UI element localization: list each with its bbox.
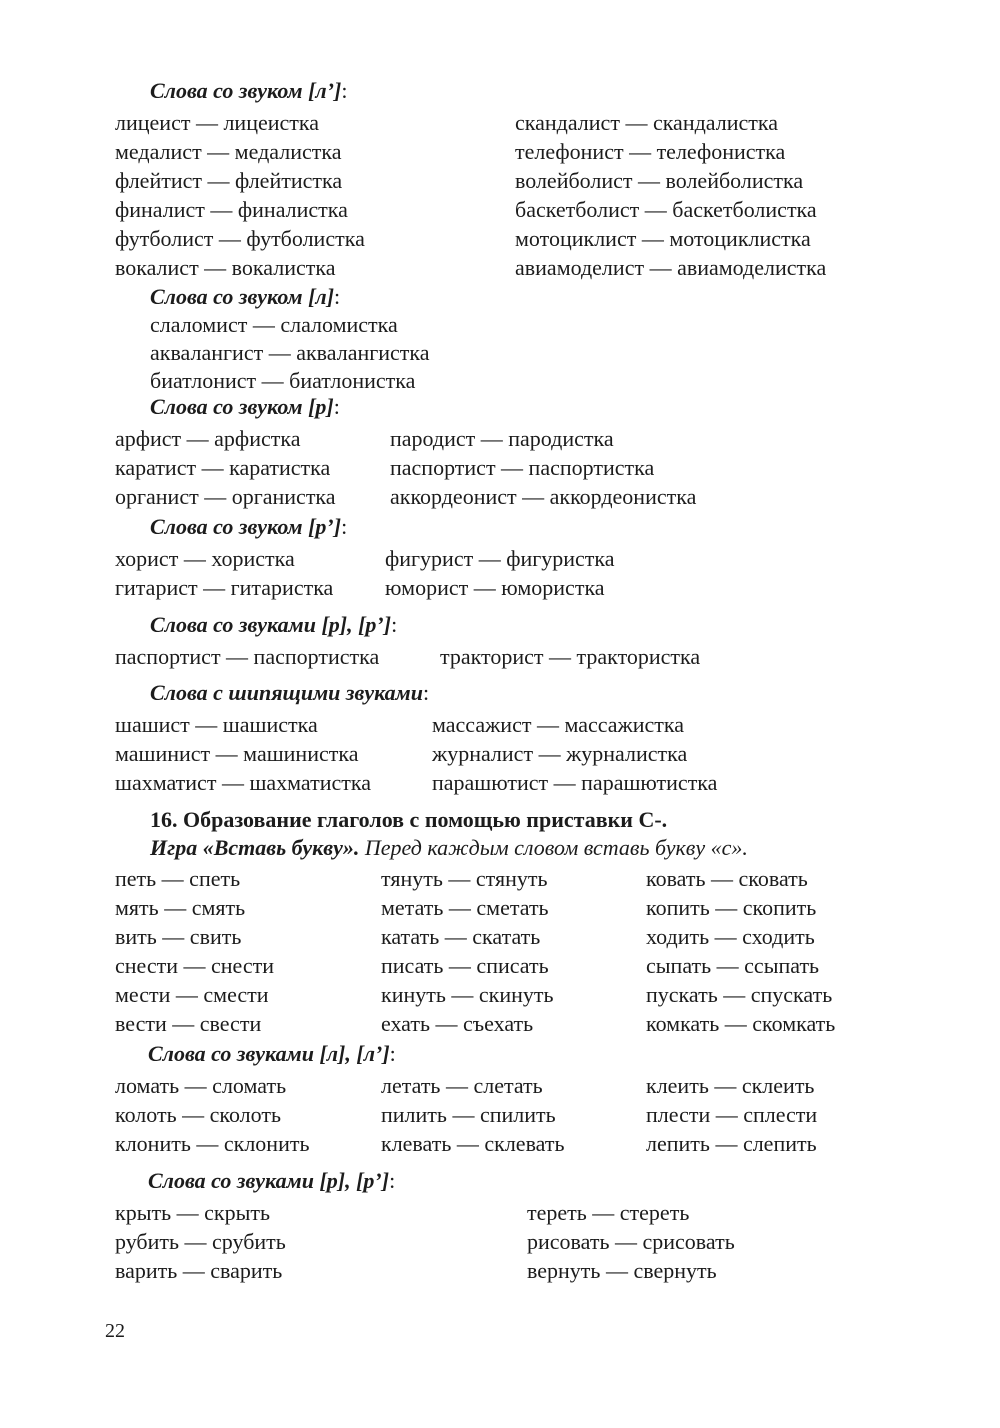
heading-verbs-l: Слова со звуками [л], [л’]: xyxy=(148,1041,396,1066)
word-list-l-soft-col1 xyxy=(115,108,365,282)
word-list-r-both-col1 xyxy=(115,642,379,671)
word-pair: шашист — шашистка xyxy=(115,712,318,737)
word-pair: вокалист — вокалистка xyxy=(115,255,336,280)
word-pair: ходить — сходить xyxy=(646,924,815,949)
word-pair: ломать — сломать xyxy=(115,1073,287,1098)
word-pair: комкать — скомкать xyxy=(646,1011,836,1036)
word-pair: аквалангист — аквалангистка xyxy=(150,340,430,365)
word-pair: волейболист — волейболистка xyxy=(515,168,804,193)
word-pair: паспортист — паспортистка xyxy=(115,644,380,669)
word-list-verbs-l-col2 xyxy=(381,1071,565,1158)
word-pair: аккордеонист — аккордеонистка xyxy=(390,484,697,509)
word-pair: мести — смести xyxy=(115,982,269,1007)
game-instruction xyxy=(150,835,748,861)
word-list-l-hard xyxy=(150,311,430,395)
word-pair: телефонист — телефонистка xyxy=(515,139,786,164)
word-pair: журналист — журналистка xyxy=(432,741,688,766)
word-pair: пилить — спилить xyxy=(381,1102,556,1127)
word-list-verbs-r-col1 xyxy=(115,1198,286,1285)
word-pair: флейтист — флейтистка xyxy=(115,168,343,193)
word-pair: колоть — сколоть xyxy=(115,1102,281,1127)
word-pair: каратист — каратистка xyxy=(115,455,331,480)
word-pair: гитарист — гитаристка xyxy=(115,575,334,600)
word-pair: кинуть — скинуть xyxy=(381,982,554,1007)
word-pair: слаломист — слаломистка xyxy=(150,312,398,337)
word-list-r-soft-col2 xyxy=(385,544,615,602)
word-pair: хорист — хористка xyxy=(115,546,295,571)
word-list-r-hard-col2 xyxy=(390,424,696,511)
word-pair: клевать — склевать xyxy=(381,1131,565,1156)
word-pair: копить — скопить xyxy=(646,895,817,920)
heading-hissing: Слова с шипящими звуками: xyxy=(150,680,430,705)
word-pair: летать — слетать xyxy=(381,1073,543,1098)
word-pair: фигурист — фигуристка xyxy=(385,546,615,571)
word-pair: тракторист — трактористка xyxy=(440,644,701,669)
word-pair: катать — скатать xyxy=(381,924,541,949)
word-list-ex16-col3 xyxy=(646,864,835,1038)
word-pair: метать — сметать xyxy=(381,895,549,920)
word-pair: сыпать — ссыпать xyxy=(646,953,820,978)
word-pair: петь — спеть xyxy=(115,866,241,891)
word-pair: клеить — склеить xyxy=(646,1073,815,1098)
word-pair: варить — сварить xyxy=(115,1258,283,1283)
word-list-r-both-col2 xyxy=(440,642,700,671)
word-pair: медалист — медалистка xyxy=(115,139,342,164)
heading-r-soft: Слова со звуком [р’]: xyxy=(150,514,348,539)
heading-l-hard: Слова со звуком [л]: xyxy=(150,284,341,309)
word-pair: ковать — сковать xyxy=(646,866,808,891)
word-list-r-hard-col1 xyxy=(115,424,336,511)
word-pair: крыть — скрыть xyxy=(115,1200,270,1225)
word-pair: тереть — стереть xyxy=(527,1200,690,1225)
word-pair: пускать — спускать xyxy=(646,982,833,1007)
word-pair: клонить — склонить xyxy=(115,1131,310,1156)
word-pair: авиамоделист — авиамоделистка xyxy=(515,255,827,280)
word-pair: рубить — срубить xyxy=(115,1229,286,1254)
heading-verbs-r: Слова со звуками [р], [р’]: xyxy=(148,1168,396,1193)
word-list-ex16-col1 xyxy=(115,864,274,1038)
heading-l-soft: Слова со звуком [л’]: xyxy=(150,78,348,103)
word-pair: мотоциклист — мотоциклистка xyxy=(515,226,811,251)
word-pair: паспортист — паспортистка xyxy=(390,455,655,480)
word-pair: арфист — арфистка xyxy=(115,426,301,451)
word-pair: биатлонист — биатлонистка xyxy=(150,368,416,393)
exercise-title: 16. Образование глаголов с помощью приставки С-. xyxy=(150,807,668,832)
word-pair: футболист — футболистка xyxy=(115,226,365,251)
word-pair: финалист — финалистка xyxy=(115,197,348,222)
word-pair: лицеист — лицеистка xyxy=(115,110,320,135)
word-pair: рисовать — срисовать xyxy=(527,1229,735,1254)
word-pair: плести — сплести xyxy=(646,1102,818,1127)
word-pair: вить — свить xyxy=(115,924,242,949)
word-pair: скандалист — скандалистка xyxy=(515,110,779,135)
word-pair: юморист — юмористка xyxy=(385,575,605,600)
word-list-verbs-r-col2 xyxy=(527,1198,735,1285)
word-pair: шахматист — шахматистка xyxy=(115,770,371,795)
page-number: 22 xyxy=(105,1320,125,1342)
word-pair: массажист — массажистка xyxy=(432,712,685,737)
word-list-verbs-l-col3 xyxy=(646,1071,817,1158)
word-list-l-soft-col2 xyxy=(515,108,826,282)
word-pair: ехать — съехать xyxy=(381,1011,534,1036)
game-name: Игра «Вставь букву». xyxy=(150,835,360,860)
instruction-text: Перед каждым словом вставь букву «с». xyxy=(359,835,748,860)
word-list-hissing-col1 xyxy=(115,710,371,797)
word-pair: вернуть — свернуть xyxy=(527,1258,717,1283)
word-list-hissing-col2 xyxy=(432,710,717,797)
word-pair: баскетболист — баскетболистка xyxy=(515,197,817,222)
word-list-verbs-l-col1 xyxy=(115,1071,310,1158)
word-pair: машинист — машинистка xyxy=(115,741,359,766)
word-pair: писать — списать xyxy=(381,953,549,978)
word-pair: мять — смять xyxy=(115,895,246,920)
heading-r-both: Слова со звуками [р], [р’]: xyxy=(150,612,398,637)
word-list-r-soft-col1 xyxy=(115,544,333,602)
word-pair: тянуть — стянуть xyxy=(381,866,548,891)
heading-r-hard: Слова со звуком [р]: xyxy=(150,394,340,419)
word-pair: снести — снести xyxy=(115,953,275,978)
word-pair: пародист — пародистка xyxy=(390,426,614,451)
word-list-ex16-col2 xyxy=(381,864,554,1038)
word-pair: органист — органистка xyxy=(115,484,336,509)
word-pair: лепить — слепить xyxy=(646,1131,817,1156)
word-pair: парашютист — парашютистка xyxy=(432,770,718,795)
word-pair: вести — свести xyxy=(115,1011,262,1036)
